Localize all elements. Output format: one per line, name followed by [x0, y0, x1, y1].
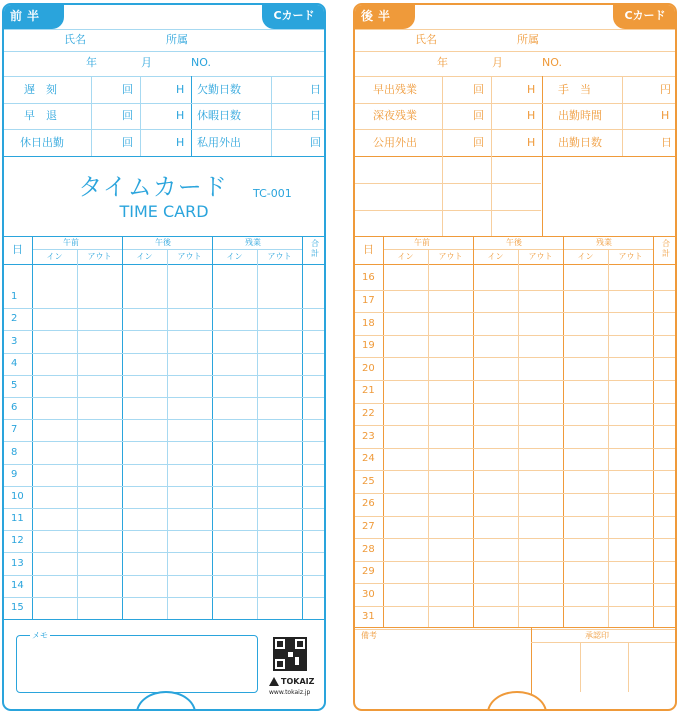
day-number: 13	[11, 557, 24, 569]
col-total: 合計	[662, 239, 670, 258]
day-number: 23	[362, 430, 375, 442]
summary-unit3-2: 日	[310, 109, 321, 122]
tokaiz-logo-icon	[269, 677, 279, 686]
day-number: 20	[362, 362, 375, 374]
col-in-overtime: イン	[577, 252, 594, 261]
day-row[interactable]	[383, 606, 675, 629]
day-number: 31	[362, 611, 375, 623]
day-row[interactable]	[32, 552, 324, 574]
card-type-badge: Cカード	[613, 3, 677, 29]
col-out-am: アウト	[87, 252, 112, 261]
col-group-pm: 午後	[506, 238, 522, 247]
col-group-am: 午前	[63, 238, 79, 247]
title-english: TIME CARD	[119, 202, 209, 221]
col-group-am: 午前	[414, 238, 430, 247]
summary-label-2: 深夜残業	[373, 109, 417, 122]
day-number: 6	[11, 402, 18, 414]
second-half-tab: 後半	[353, 3, 415, 29]
month-label: 月	[492, 56, 503, 69]
col-day: 日	[363, 243, 374, 256]
day-number: 4	[11, 357, 18, 369]
day-row[interactable]	[383, 470, 675, 493]
summary-unit-3: 回	[122, 136, 133, 149]
approval-stamp-box[interactable]	[532, 643, 675, 691]
day-row[interactable]	[32, 286, 324, 308]
month-label: 月	[141, 56, 152, 69]
day-number: 18	[362, 317, 375, 329]
summary-unit-3: 回	[473, 136, 484, 149]
title-japanese: タイムカード	[78, 173, 228, 201]
day-row[interactable]	[383, 403, 675, 426]
summary-unit-1: 回	[473, 83, 484, 96]
summary-unit3-1: 円	[660, 83, 671, 96]
day-number: 14	[11, 579, 24, 591]
summary-unit-1: 回	[122, 83, 133, 96]
summary-unit3-3: 日	[661, 136, 672, 149]
col-in-pm: イン	[487, 252, 504, 261]
time-card-second-half	[353, 3, 677, 711]
day-row[interactable]	[32, 597, 324, 619]
day-row[interactable]	[383, 312, 675, 335]
day-number: 3	[11, 335, 18, 347]
summary-label-3: 公用外出	[373, 136, 417, 149]
day-number: 24	[362, 453, 375, 465]
memo-label: メモ	[32, 631, 48, 640]
summary-label-3: 休日出勤	[20, 136, 64, 149]
day-number: 5	[11, 379, 18, 391]
day-number: 9	[11, 468, 18, 480]
day-row[interactable]	[383, 583, 675, 606]
summary-unit2-1: H	[527, 83, 536, 96]
day-row[interactable]	[32, 530, 324, 552]
day-number: 29	[362, 566, 375, 578]
col-out-pm: アウト	[177, 252, 202, 261]
day-number: 26	[362, 498, 375, 510]
dept-label: 所属	[517, 33, 539, 46]
summary-unit2-1: H	[176, 83, 185, 96]
day-number: 19	[362, 340, 375, 352]
day-number: 11	[11, 513, 24, 525]
day-number: 7	[11, 424, 18, 436]
no-label: NO.	[542, 56, 562, 69]
remarks-label: 備考	[361, 631, 377, 640]
summary-label2-3: 出勤日数	[558, 136, 602, 149]
year-label: 年	[437, 56, 448, 69]
col-in-am: イン	[46, 252, 63, 261]
summary-unit3-2: H	[661, 109, 670, 122]
no-label: NO.	[191, 56, 211, 69]
day-number: 15	[11, 601, 24, 613]
dept-label: 所属	[166, 33, 188, 46]
day-row[interactable]	[383, 561, 675, 584]
day-number: 1	[11, 291, 18, 303]
summary-label-1: 遅 刻	[24, 83, 57, 96]
day-number: 2	[11, 313, 18, 325]
col-out-am: アウト	[438, 252, 463, 261]
day-number: 10	[11, 490, 24, 502]
day-row[interactable]	[383, 448, 675, 471]
approval-stamp-label: 承認印	[585, 631, 609, 640]
col-out-pm: アウト	[528, 252, 553, 261]
summary-unit-2: 回	[122, 109, 133, 122]
first-half-tab: 前半	[2, 3, 64, 29]
day-number: 16	[362, 272, 375, 284]
time-card-first-half	[2, 3, 326, 711]
day-number: 12	[11, 535, 24, 547]
day-row[interactable]	[32, 397, 324, 419]
summary-label2-3: 私用外出	[197, 136, 241, 149]
summary-label2-2: 出勤時間	[558, 109, 602, 122]
day-row[interactable]	[32, 486, 324, 508]
day-row[interactable]	[32, 441, 324, 463]
day-row[interactable]	[383, 335, 675, 358]
qr-code-icon	[273, 637, 307, 671]
summary-unit2-2: H	[176, 109, 185, 122]
day-row[interactable]	[32, 419, 324, 441]
day-number: 30	[362, 588, 375, 600]
summary-unit3-3: 回	[310, 136, 321, 149]
day-row[interactable]	[383, 357, 675, 380]
summary-unit-2: 回	[473, 109, 484, 122]
summary-unit2-3: H	[176, 136, 185, 149]
day-row[interactable]	[383, 267, 675, 290]
card-slot-notch	[487, 691, 547, 711]
day-row[interactable]	[32, 575, 324, 597]
col-group-overtime: 残業	[596, 238, 612, 247]
day-row[interactable]	[32, 375, 324, 397]
day-row[interactable]	[383, 538, 675, 561]
summary-label-2: 早 退	[24, 109, 57, 122]
day-number: 21	[362, 385, 375, 397]
day-row[interactable]	[32, 330, 324, 352]
day-row[interactable]	[32, 353, 324, 375]
day-number: 8	[11, 446, 18, 458]
col-group-overtime: 残業	[245, 238, 261, 247]
summary-label2-2: 休暇日数	[197, 109, 241, 122]
memo-box[interactable]	[16, 635, 258, 693]
day-row[interactable]	[32, 308, 324, 330]
brand-name: TOKAIZ	[281, 677, 315, 686]
col-out-overtime: アウト	[618, 252, 643, 261]
day-number: 22	[362, 407, 375, 419]
model-number: TC-001	[253, 187, 292, 200]
summary-label2-1: 手 当	[558, 83, 591, 96]
summary-unit2-3: H	[527, 136, 536, 149]
col-in-am: イン	[397, 252, 414, 261]
summary-unit3-1: 日	[310, 83, 321, 96]
day-row[interactable]	[383, 516, 675, 539]
card-type-badge: Cカード	[262, 3, 326, 29]
brand-url: www.tokaiz.jp	[269, 689, 311, 696]
col-in-pm: イン	[136, 252, 153, 261]
col-total: 合計	[311, 239, 319, 258]
year-label: 年	[86, 56, 97, 69]
day-number: 27	[362, 520, 375, 532]
day-number: 25	[362, 475, 375, 487]
col-out-overtime: アウト	[267, 252, 292, 261]
day-row[interactable]	[383, 380, 675, 403]
summary-label-1: 早出残業	[373, 83, 417, 96]
day-number: 17	[362, 294, 375, 306]
day-row[interactable]	[383, 290, 675, 313]
col-day: 日	[12, 243, 23, 256]
day-number: 28	[362, 543, 375, 555]
day-row[interactable]	[383, 425, 675, 448]
day-row[interactable]	[32, 508, 324, 530]
card-slot-notch	[136, 691, 196, 711]
col-group-pm: 午後	[155, 238, 171, 247]
name-label: 氏名	[64, 33, 86, 46]
summary-label2-1: 欠勤日数	[197, 83, 241, 96]
name-label: 氏名	[415, 33, 437, 46]
summary-unit2-2: H	[527, 109, 536, 122]
col-in-overtime: イン	[226, 252, 243, 261]
day-row[interactable]	[32, 464, 324, 486]
day-row[interactable]	[383, 493, 675, 516]
